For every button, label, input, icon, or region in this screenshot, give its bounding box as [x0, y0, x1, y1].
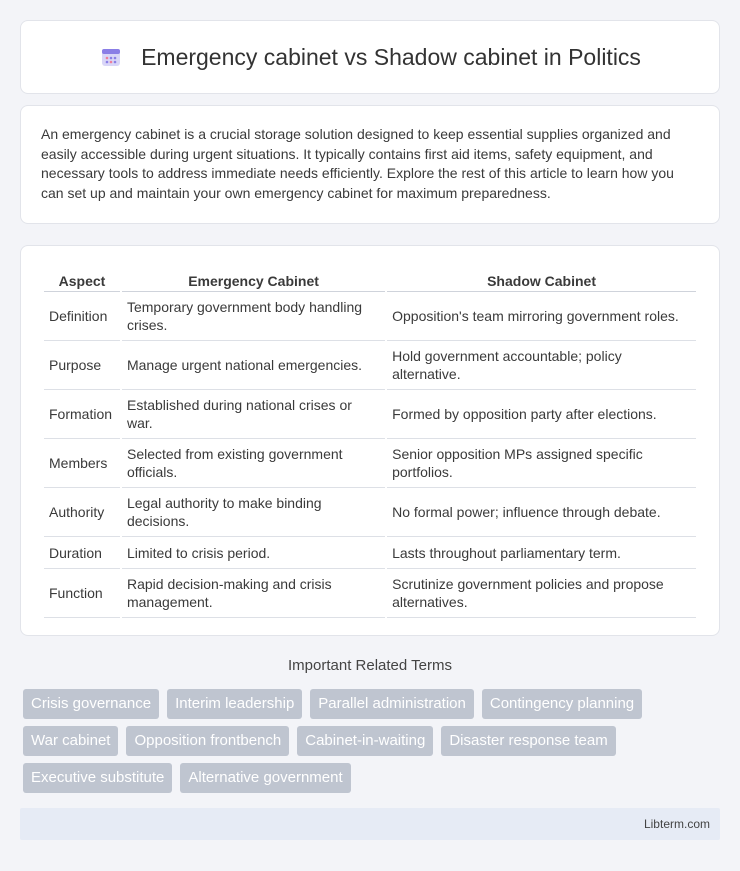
related-term-tag[interactable]: Crisis governance [23, 689, 159, 719]
row-emergency: Manage urgent national emergencies. [122, 341, 385, 390]
row-aspect: Function [44, 569, 120, 618]
row-emergency: Limited to crisis period. [122, 537, 385, 569]
row-emergency: Selected from existing government officials. [122, 439, 385, 488]
related-term-tag[interactable]: Opposition frontbench [126, 726, 289, 756]
related-term-tag[interactable]: Contingency planning [482, 689, 642, 719]
related-term-tag[interactable]: War cabinet [23, 726, 118, 756]
table-row [44, 569, 696, 618]
table-row [44, 292, 696, 341]
related-terms-list [23, 689, 723, 793]
row-shadow: No formal power; influence through debate. [387, 488, 696, 537]
header-shadow-cabinet: Shadow Cabinet [387, 265, 696, 292]
row-shadow: Senior opposition MPs assigned specific portfolios. [387, 439, 696, 488]
row-shadow: Scrutinize government policies and propose alternatives. [387, 569, 696, 618]
related-term-tag[interactable]: Cabinet-in-waiting [297, 726, 433, 756]
table-row [44, 439, 696, 488]
comparison-table-card [20, 245, 720, 636]
table-header-row [44, 265, 696, 292]
footer-site-link[interactable]: Libterm.com [643, 817, 710, 831]
page-title: Emergency cabinet vs Shadow cabinet in Politics [141, 43, 641, 70]
related-term-tag[interactable]: Parallel administration [310, 689, 474, 719]
footer [20, 808, 720, 840]
row-aspect: Members [44, 439, 120, 488]
intro-text: An emergency cabinet is a crucial storage solution designed to keep essential supplies organized and easily accessible during urgent situations. It typically contains first aid items, safety equipment, and necessary tools to address immediate needs efficiently. Explore the rest of this article to learn how you can set up and maintain your own emergency cabinet for maximum preparedness. [41, 126, 674, 201]
table-row [44, 488, 696, 537]
related-term-tag[interactable]: Alternative government [180, 763, 350, 793]
row-aspect: Purpose [44, 341, 120, 390]
row-emergency: Rapid decision-making and crisis management. [122, 569, 385, 618]
table-row [44, 537, 696, 569]
related-terms-title: Important Related Terms [288, 657, 452, 674]
row-aspect: Authority [44, 488, 120, 537]
header-aspect: Aspect [44, 265, 120, 292]
table-row [44, 341, 696, 390]
header-emergency-cabinet: Emergency Cabinet [122, 265, 385, 292]
calendar-icon [99, 45, 123, 69]
row-aspect: Duration [44, 537, 120, 569]
row-shadow: Lasts throughout parliamentary term. [387, 537, 696, 569]
row-aspect: Definition [44, 292, 120, 341]
row-aspect: Formation [44, 390, 120, 439]
row-emergency: Temporary government body handling crises. [122, 292, 385, 341]
comparison-table [42, 265, 698, 618]
table-row [44, 390, 696, 439]
title-card [20, 20, 720, 94]
row-emergency: Established during national crises or war. [122, 390, 385, 439]
row-shadow: Opposition's team mirroring government roles. [387, 292, 696, 341]
related-term-tag[interactable]: Interim leadership [167, 689, 302, 719]
related-term-tag[interactable]: Executive substitute [23, 763, 172, 793]
row-emergency: Legal authority to make binding decisions. [122, 488, 385, 537]
row-shadow: Formed by opposition party after elections. [387, 390, 696, 439]
row-shadow: Hold government accountable; policy alternative. [387, 341, 696, 390]
related-term-tag[interactable]: Disaster response team [441, 726, 615, 756]
intro-card [20, 105, 720, 224]
